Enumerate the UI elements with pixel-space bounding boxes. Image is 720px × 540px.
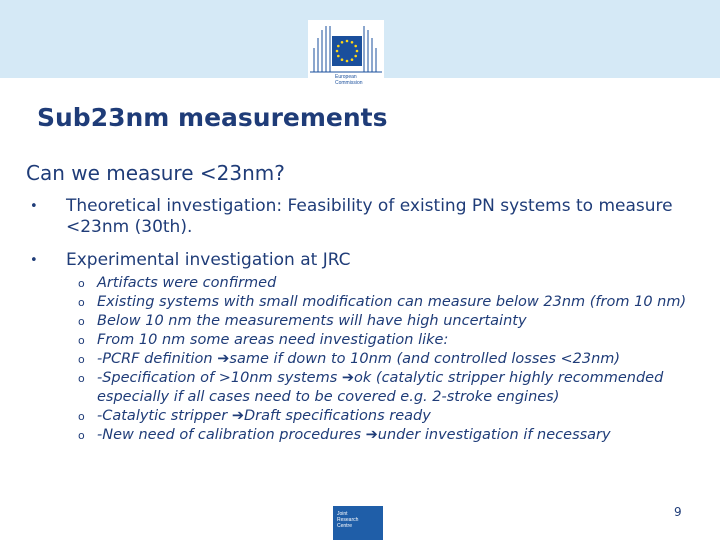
logo-text [335, 74, 363, 86]
jrc-line-centre: Centre [337, 523, 353, 529]
slide-title: Sub23nm measurements [37, 103, 388, 132]
sub-bullet-text: From 10 nm some areas need investigation like: [97, 332, 449, 348]
sub-bullet-text: same if down to 10nm (and controlled losses <23nm) [229, 351, 621, 367]
sub-bullet-text: Draft specifications ready [244, 408, 431, 424]
sub-bullet-item [78, 274, 718, 293]
sub-bullet-icon: o [78, 372, 85, 385]
arrow-icon: ➔ [365, 427, 378, 443]
bullet-text: Experimental investigation at JRC [66, 250, 351, 270]
arrow-icon: ➔ [217, 351, 230, 367]
sub-bullet-item [78, 426, 718, 445]
european-commission-logo [308, 20, 384, 100]
sub-bullet-item [78, 312, 718, 331]
arrow-icon: ➔ [341, 370, 355, 386]
arrow-icon: ➔ [231, 408, 245, 424]
bullet-text: Theoretical investigation: Feasibility of existing PN systems to measure <23nm (30th). [66, 196, 673, 237]
jrc-line-research: Research [337, 517, 359, 523]
sub-bullet-item [78, 331, 718, 350]
jrc-logo [333, 506, 383, 540]
logo-line-commission: Commission [335, 80, 363, 86]
sub-bullet-text: -PCRF definition [97, 351, 218, 367]
slide-subtitle: Can we measure <23nm? [26, 161, 285, 185]
sub-bullet-icon: o [78, 296, 85, 309]
jrc-logo-text [337, 511, 358, 529]
page-number: 9 [674, 505, 682, 519]
sub-bullet-text: Below 10 nm the measurements will have high uncertainty [97, 313, 527, 329]
sub-bullet-icon: o [78, 315, 85, 328]
sub-bullet-item [78, 350, 718, 369]
sub-bullet-text: Artifacts were confirmed [97, 275, 277, 291]
sub-bullet-text: -New need of calibration procedures [97, 427, 366, 443]
sub-bullet-item [78, 293, 718, 312]
sub-bullet-text: -Catalytic stripper [97, 408, 232, 424]
logo-line-european: European [335, 74, 357, 80]
bullet-icon: • [30, 199, 38, 214]
sub-bullet-icon: o [78, 277, 85, 290]
sub-bullet-text: Existing systems with small modification can measure below 23nm (from 10 nm) [97, 294, 687, 310]
jrc-line-joint: Joint [337, 511, 348, 517]
sub-bullet-icon: o [78, 429, 85, 442]
sub-bullet-text: under investigation if necessary [377, 427, 611, 443]
sub-bullet-list [78, 274, 718, 445]
sub-bullet-icon: o [78, 334, 85, 347]
sub-bullet-icon: o [78, 410, 85, 423]
sub-bullet-text: -Specification of >10nm systems [97, 370, 342, 386]
building-and-flag-icon [308, 20, 384, 100]
sub-bullet-item [78, 369, 718, 407]
sub-bullet-text: ok (catalytic stripper highly recommended especially if all cases need to be covered e.g. 2-stroke engines) [97, 370, 664, 405]
sub-bullet-item [78, 407, 718, 426]
sub-bullet-icon: o [78, 353, 85, 366]
bullet-icon: • [30, 253, 38, 268]
